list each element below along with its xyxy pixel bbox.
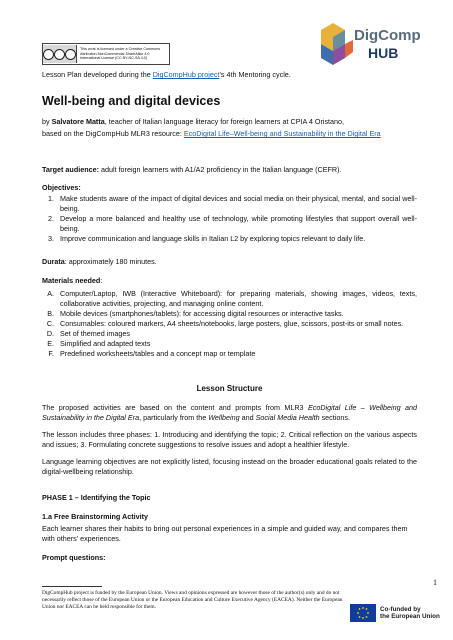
logo-subtitle: HUB [368, 45, 399, 61]
duration: Durata: approximately 180 minutes. [42, 257, 157, 266]
list-marker: 2. [48, 214, 54, 223]
license-text: This work is licensed under a Creative Commons Attribution-NonCommercial-ShareAlike 4.0 International License (CC BY-NC-SA 4.0) [80, 47, 161, 61]
project-link[interactable]: DigCompHub project [152, 70, 220, 79]
materials-section: Materials needed: A. Computer/Laptop, IWB (Interactive Whiteboard): for preparing materials, showing images, videos, texts, collaborative activities, projecting, and managing online content. B. Mobile devices (smartphones/tablets): for accessing digital resources or interactive tasks. C. Consumables: coloured markers, A4 sheets/notebooks, large posters, glue, scissors, post-its or small notes. D. Set of themed images E. Simplified and adapted texts F. Predefined worksheets/tables and a concept map or template [42, 276, 417, 358]
based-line: based on the DigCompHub MLR3 resource: EcoDigital Life–Well-being and Sustainability in the Digital Era [42, 129, 381, 138]
list-marker: D. [46, 329, 54, 338]
material-item [42, 349, 417, 359]
objectives-note: Language learning objectives are not explicitly listed, focusing instead on the broader educational goals related to the digital-wellbeing relationship. [42, 457, 417, 476]
list-marker: F. [48, 349, 54, 358]
list-item-text: Consumables: coloured markers, A4 sheets/notebooks, large posters, glue, scissors, post-its or small notes. [60, 319, 404, 328]
intro-line: Lesson Plan developed during the DigCompHub project’s 4th Mentoring cycle. [42, 70, 291, 79]
material-item [42, 319, 417, 329]
structure-heading: Lesson Structure [196, 384, 263, 393]
eu-flag-icon [350, 604, 376, 622]
list-item-text: Improve communication and language skills in Italian L2 by exploring topics relevant to daily life. [60, 234, 366, 243]
author-line: by Salvatore Matta, teacher of Italian language literacy for foreign learners at CPIA 4 Oristano, [42, 117, 345, 126]
material-item [42, 329, 417, 339]
activity-heading: 1.a Free Brainstorming Activity [42, 512, 148, 521]
objective-item [42, 234, 417, 244]
list-marker: B. [47, 309, 54, 318]
eu-line-2: the European Union [380, 613, 440, 620]
intro-paragraph: The proposed activities are based on the content and prompts from MLR3 EcoDigital Life – Wellbeing and Sustainability in the Digital Era, particularly from the Wellbeing and Social Media Health sections. [42, 403, 418, 422]
list-marker: 3. [48, 234, 54, 243]
phase-heading: PHASE 1 – Identifying the Topic [42, 493, 151, 502]
funding-disclaimer: DigCompHub project is funded by the European Union. Views and opinions expressed are however those of the author(s) only and do not necessarily reflect those of the European Union or the European Education and Culture Executive Agency (EACEA). Neither the European Union nor EACEA can be held responsible for them. [42, 590, 343, 610]
eu-cofunded-badge [350, 598, 440, 628]
list-marker: C. [46, 319, 54, 328]
list-marker: 1. [48, 194, 54, 203]
list-marker: A. [47, 289, 54, 298]
list-item-text: Develop a more balanced and healthy use of technology, while promoting lifestyles that support overall well-being. [60, 214, 417, 233]
cc-icon [43, 45, 77, 63]
objective-item [42, 214, 417, 234]
page-title: Well-being and digital devices [42, 94, 221, 108]
objectives-section: Objectives: 1. Make students aware of the impact of digital devices and social media on their physical, mental, and social well-being. 2. Develop a more balanced and healthy use of technology, while promoting lifestyles that support overall well-being. 3. Improve communication and language skills in Italian L2 by exploring topics relevant to daily life. [42, 183, 417, 243]
resource-link[interactable]: EcoDigital Life–Well-being and Sustainability in the Digital Era [183, 129, 381, 138]
list-item-text: Mobile devices (smartphones/tablets): for accessing digital resources or interactive tasks. [60, 309, 344, 318]
activity-text: Each learner shares their habits to bring out personal experiences in a simple and guided way, and compares them with others’ experiences. [42, 524, 408, 543]
prompt-heading: Prompt questions: [42, 553, 106, 562]
footer-divider [42, 586, 102, 587]
material-item [42, 289, 417, 309]
material-item [42, 339, 417, 349]
phases-paragraph: The lesson includes three phases: 1. Introducing and identifying the topic; 2. Critical reflection on the various aspects and issues; 3. Formulating concrete suggestions to resolve issues and adopt a healthier lifestyle. [42, 430, 417, 449]
list-item-text: Simplified and adapted texts [60, 339, 151, 348]
list-item-text: Computer/Laptop, IWB (Interactive Whiteboard): for preparing materials, showing images, videos, texts, collaborative activities, projecting, and managing online content. [60, 289, 417, 308]
license-badge[interactable] [42, 43, 170, 65]
page-number: 1 [433, 578, 437, 587]
list-marker: E. [47, 339, 54, 348]
list-item-text: Predefined worksheets/tables and a concept map or template [60, 349, 256, 358]
target-audience: Target audience: adult foreign learners with A1/A2 proficiency in the Italian language (CEFR). [42, 165, 342, 174]
eu-line-1: Co-funded by [380, 606, 421, 613]
objective-item [42, 194, 417, 214]
list-item-text: Set of themed images [60, 329, 130, 338]
material-item [42, 309, 417, 319]
logo-title: DigComp [354, 27, 421, 44]
list-item-text: Make students aware of the impact of digital devices and social media on their physical, mental, and social well-being. [60, 194, 417, 213]
